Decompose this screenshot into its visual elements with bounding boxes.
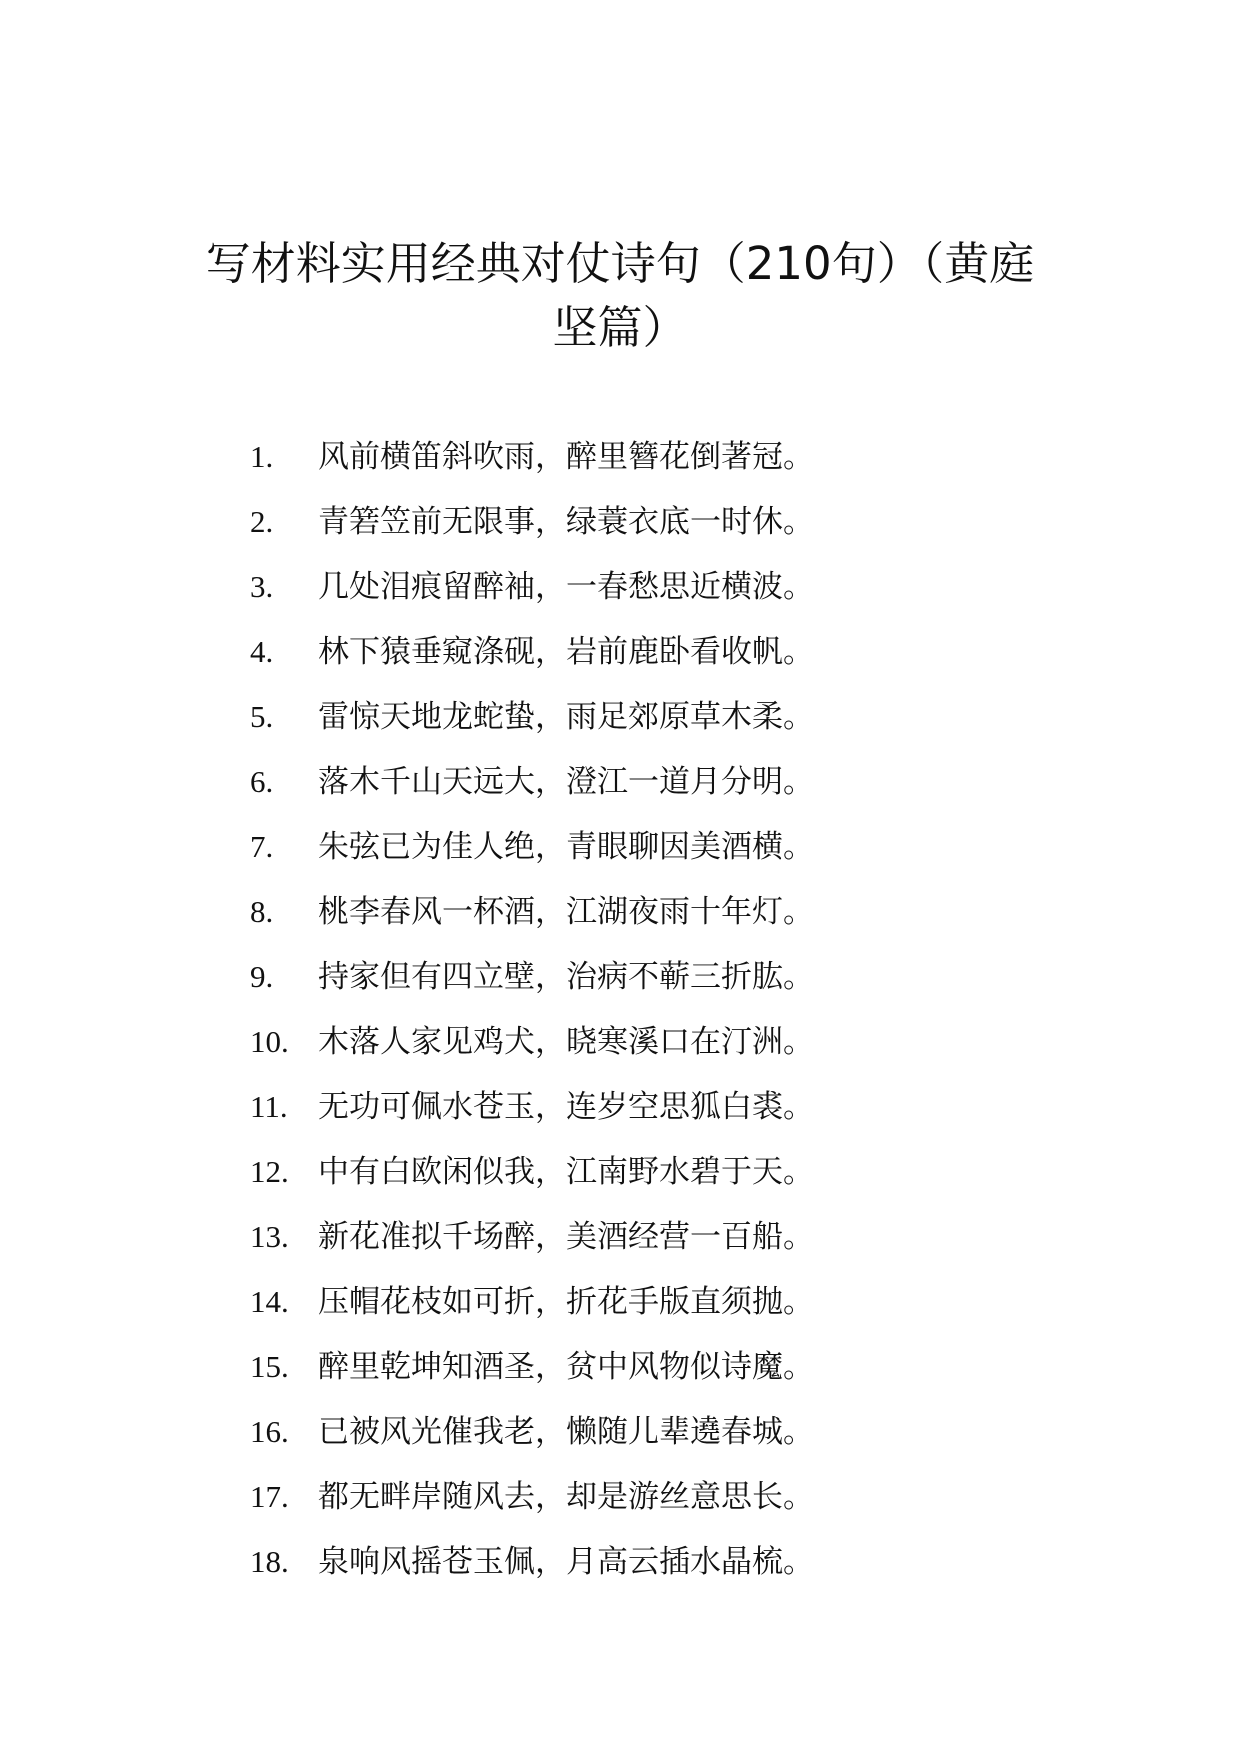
- list-item: [250, 1342, 1050, 1407]
- verse-text: 新花准拟千场醉，美酒经营一百船。: [318, 1219, 814, 1255]
- verse-text: 持家但有四立壁，治病不蕲三折肱。: [318, 959, 814, 995]
- list-item: [250, 822, 1050, 887]
- verse-number: 18.: [250, 1544, 289, 1579]
- verse-number: 6.: [250, 764, 274, 799]
- list-item: [250, 692, 1050, 757]
- verse-number: 11.: [250, 1089, 288, 1124]
- verse-number: 2.: [250, 504, 274, 539]
- list-item: [250, 1082, 1050, 1147]
- verse-text: 泉响风摇苍玉佩，月高云插水晶梳。: [318, 1544, 814, 1580]
- verse-text: 几处泪痕留醉袖，一春愁思近横波。: [318, 569, 814, 605]
- verse-number: 16.: [250, 1414, 289, 1449]
- title-line-2: 坚篇）: [552, 301, 688, 354]
- verse-number: 1.: [250, 439, 274, 474]
- list-item: [250, 1017, 1050, 1082]
- verse-text: 醉里乾坤知酒圣，贫中风物似诗魔。: [318, 1349, 814, 1385]
- verse-text: 中有白欧闲似我，江南野水碧于天。: [318, 1154, 814, 1190]
- list-item: [250, 757, 1050, 822]
- list-item: [250, 627, 1050, 692]
- list-item: [250, 887, 1050, 952]
- verse-text: 都无畔岸随风去，却是游丝意思长。: [318, 1479, 814, 1515]
- verse-number: 10.: [250, 1024, 289, 1059]
- verse-text: 压帽花枝如可折，折花手版直须抛。: [318, 1284, 814, 1320]
- list-item: [250, 432, 1050, 497]
- verse-text: 青箬笠前无限事，绿蓑衣底一时休。: [318, 504, 814, 540]
- list-item: [250, 562, 1050, 627]
- verse-number: 3.: [250, 569, 274, 604]
- verse-text: 林下猿垂窥涤砚，岩前鹿卧看收帆。: [318, 634, 814, 670]
- verse-text: 朱弦已为佳人绝，青眼聊因美酒横。: [318, 829, 814, 865]
- verse-number: 4.: [250, 634, 274, 669]
- verse-text: 木落人家见鸡犬，晓寒溪口在汀洲。: [318, 1024, 814, 1060]
- list-item: [250, 1212, 1050, 1277]
- verse-number: 5.: [250, 699, 274, 734]
- verse-list: [250, 432, 1050, 1602]
- verse-number: 14.: [250, 1284, 289, 1319]
- list-item: [250, 952, 1050, 1017]
- verse-text: 桃李春风一杯酒，江湖夜雨十年灯。: [318, 894, 814, 930]
- verse-number: 7.: [250, 829, 274, 864]
- title-line-1: 写材料实用经典对仗诗句（210句）（黄庭: [205, 237, 1035, 290]
- list-item: [250, 1277, 1050, 1342]
- list-item: [250, 1147, 1050, 1212]
- verse-text: 无功可佩水苍玉，连岁空思狐白裘。: [318, 1089, 814, 1125]
- verse-number: 9.: [250, 959, 274, 994]
- verse-number: 17.: [250, 1479, 289, 1514]
- verse-text: 雷惊天地龙蛇蛰，雨足郊原草木柔。: [318, 699, 814, 735]
- list-item: [250, 497, 1050, 562]
- verse-text: 风前横笛斜吹雨，醉里簪花倒著冠。: [318, 439, 814, 475]
- list-item: [250, 1472, 1050, 1537]
- list-item: [250, 1537, 1050, 1602]
- verse-number: 8.: [250, 894, 274, 929]
- verse-text: 落木千山天远大，澄江一道月分明。: [318, 764, 814, 800]
- verse-number: 12.: [250, 1154, 289, 1189]
- document-title: [180, 232, 1060, 360]
- verse-number: 15.: [250, 1349, 289, 1384]
- verse-number: 13.: [250, 1219, 289, 1254]
- list-item: [250, 1407, 1050, 1472]
- verse-text: 已被风光催我老，懒随儿辈遶春城。: [318, 1414, 814, 1450]
